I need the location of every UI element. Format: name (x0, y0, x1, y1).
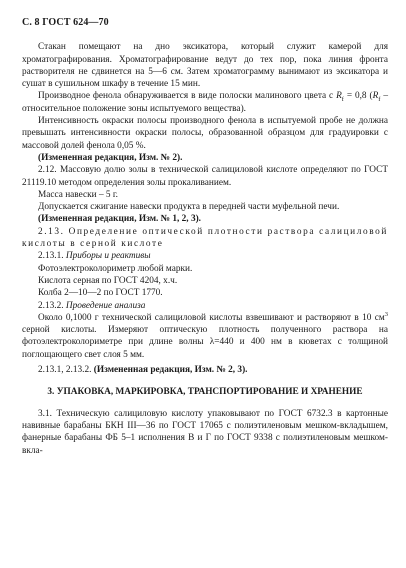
page-header: С. 8 ГОСТ 624—70 (22, 17, 109, 28)
list-item: Фотоэлектроколориметр любой марки. (38, 263, 193, 274)
paragraph-2-13-2 (22, 300, 388, 312)
superscript: 3 (384, 310, 388, 318)
revision-note: (Измененная редакция, Изм. № 2, 3). (93, 365, 248, 376)
text-segment: = 0,8 ( (343, 91, 373, 102)
paragraph-intensity: Интенсивность окраски полосы производного фенола в испытуемой пробе не должна превышать интенсивности окраски полосы, образованной образцом для градуировки с массовой долей фенола 0,05 %. (22, 116, 388, 151)
list-item: Кислота серная по ГОСТ 4204, х.ч. (38, 275, 178, 286)
paragraph-2-12: 2.12. Массовую долю золы в технической салициловой кислоте определяют по ГОСТ 21119.10 методом определения золы прокаливанием. (22, 165, 388, 188)
list-item: Колба 2—10—2 по ГОСТ 1770. (38, 288, 163, 299)
text-segment: – относительное положение зоны испытуемого вещества). (22, 91, 388, 114)
revision-note: (Измененная редакция, Изм. № 1, 2, 3). (38, 214, 202, 225)
paragraph-revision-2-13 (22, 364, 388, 376)
revision-note: (Измененная редакция, Изм. № 2). (38, 152, 183, 163)
paragraph-2-13-1 (22, 250, 388, 262)
rf-subscript: f (378, 96, 381, 104)
text-segment: серной кислоты. Измеряют оптическую плотность полученного раствора на фотоэлектроколориметре при длине волны λ=440 и 400 нм в кюветах с толщиной поглощающего свет слоя 5 мм. (22, 325, 388, 360)
paragraph-analysis (22, 312, 388, 361)
rf-symbol: R (372, 91, 379, 102)
clause-number: 2.13.2. (38, 300, 66, 311)
rf-subscript: f (341, 96, 344, 104)
text-segment: Производное фенола обнаруживается в виде полоски малинового цвета с (38, 91, 337, 102)
clause-title: Проведение анализа (65, 300, 146, 311)
paragraph-muffle: Допускается сжигание навески продукта в передней части муфельной печи. (38, 202, 340, 213)
paragraph-chamber: Стакан помещают на дно эксикатора, который служит камерой для хроматографирования. Хроматографирование ведут до тех пор, пока линия фронта растворителя не сдвинется на 5—6 см. Затем хроматограмму вынимают из эксикатора и сушат в сушильном шкафу в течение 15 мин. (22, 42, 388, 90)
text-segment: Около 0,1000 г технической салициловой кислоты взвешивают и растворяют в 10 см (38, 312, 385, 323)
paragraph-sample-mass: Масса навески – 5 г. (38, 189, 118, 200)
paragraph-3-1: 3.1. Техническую салициловую кислоту упаковывают по ГОСТ 6732.3 в картонные навивные барабаны БКН III—36 по ГОСТ 17065 с полиэтиленовым мешком-вкладышем, фанерные барабаны ФБ 5–1 исполнения В и Г по ГОСТ 9338 с полиэтиленовым мешком-вкла- (22, 408, 388, 456)
clause-number: 2.13.1. (38, 251, 66, 262)
paragraph-2-13-title: 2.13. Определение оптической плотности раствора салициловой кислоты в серной кислоте (22, 226, 388, 250)
rf-symbol: R (336, 91, 342, 102)
clause-number: 2.13.1, 2.13.2. (38, 365, 94, 376)
section-heading: 3. УПАКОВКА, МАРКИРОВКА, ТРАНСПОРТИРОВАНИЕ И ХРАНЕНИЕ (47, 387, 363, 398)
paragraph-phenol-band (22, 90, 388, 115)
clause-title: Приборы и реактивы (65, 251, 151, 262)
document-page (22, 17, 388, 457)
